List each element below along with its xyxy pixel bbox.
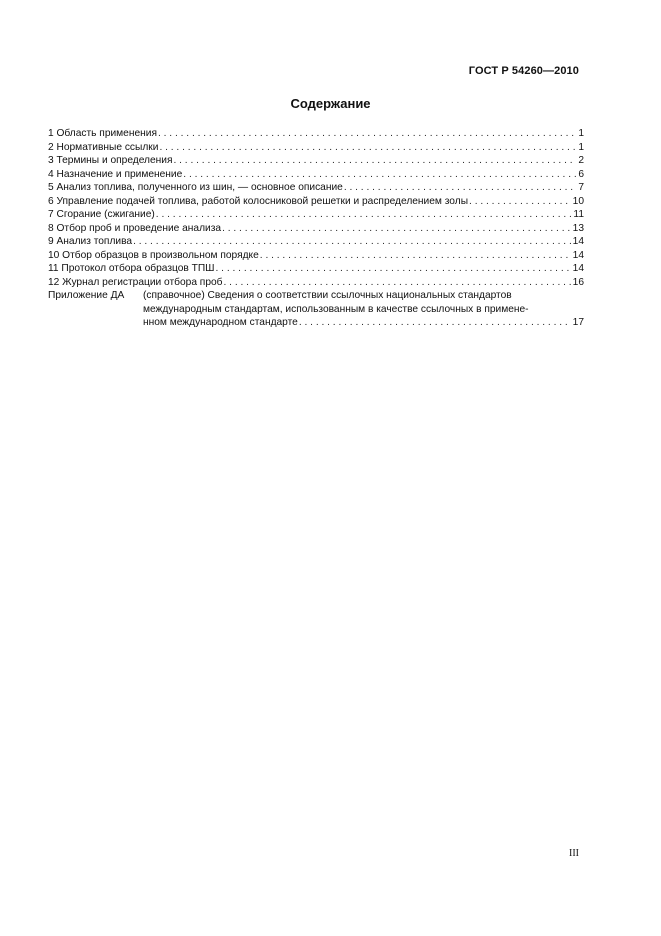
toc-entry-page: 6 bbox=[578, 168, 584, 180]
toc-dot-leader bbox=[156, 208, 572, 222]
toc-entry-page: 14 bbox=[572, 236, 584, 247]
toc-entry-label: 4 Назначение и применение bbox=[48, 168, 183, 180]
toc-dot-leader bbox=[159, 141, 576, 155]
toc-entry-page: 14 bbox=[572, 249, 584, 261]
toc-entry-label: 12 Журнал регистрации отбора проб bbox=[48, 276, 223, 288]
toc-entry-label: 3 Термины и определения bbox=[48, 155, 173, 166]
toc-dot-leader bbox=[158, 127, 576, 141]
toc-appendix-entry[interactable] bbox=[48, 289, 584, 330]
toc-dot-leader bbox=[344, 181, 577, 195]
toc-entry-label: 2 Нормативные ссылки bbox=[48, 141, 159, 153]
toc-entry[interactable] bbox=[48, 249, 584, 263]
toc-entry-page: 14 bbox=[572, 263, 584, 274]
page-title: Содержание bbox=[290, 96, 371, 111]
toc-entry-page: 11 bbox=[573, 209, 584, 220]
toc-entry[interactable] bbox=[48, 195, 584, 209]
toc-entry[interactable] bbox=[48, 127, 584, 141]
toc-entry-label: 1 Область применения bbox=[48, 128, 157, 139]
toc-entry-page: 16 bbox=[572, 276, 584, 288]
toc-entry[interactable] bbox=[48, 222, 584, 236]
toc-dot-leader bbox=[260, 249, 571, 263]
appendix-title-line-3: нном международном стандарте bbox=[143, 317, 298, 328]
toc-entry-page: 1 bbox=[578, 128, 584, 139]
toc-dot-leader bbox=[133, 235, 571, 249]
toc-entry[interactable] bbox=[48, 168, 584, 182]
toc-dot-leader bbox=[173, 154, 576, 168]
appendix-title-line-1: (справочное) Сведения о соответствии ссылочных национальных стандартов bbox=[143, 290, 512, 301]
toc-dot-leader bbox=[216, 262, 571, 276]
appendix-title-line-2: международным стандартам, использованным в качестве ссылочных в примене- bbox=[143, 303, 529, 315]
toc-dot-leader bbox=[183, 168, 576, 182]
toc-entry[interactable] bbox=[48, 262, 584, 276]
toc-entry-page: 10 bbox=[572, 195, 584, 207]
toc-entry[interactable] bbox=[48, 235, 584, 249]
toc-entry[interactable] bbox=[48, 154, 584, 168]
toc-entry-label: 11 Протокол отбора образцов ТПШ bbox=[48, 263, 215, 274]
toc-entry-page: 7 bbox=[578, 182, 584, 193]
toc-dot-leader bbox=[469, 195, 571, 209]
toc-dot-leader bbox=[222, 222, 571, 236]
toc-entry-label: 5 Анализ топлива, полученного из шин, — основное описание bbox=[48, 182, 343, 193]
toc-entry-page: 1 bbox=[578, 141, 584, 153]
page-number: III bbox=[569, 848, 579, 859]
toc-dot-leader bbox=[299, 316, 571, 330]
toc-entry-page: 13 bbox=[572, 222, 584, 234]
toc-entry-label: 7 Сгорание (сжигание) bbox=[48, 209, 155, 220]
toc-dot-leader bbox=[224, 276, 571, 290]
appendix-page: 17 bbox=[572, 317, 584, 328]
toc-entry[interactable] bbox=[48, 141, 584, 155]
toc-entry[interactable] bbox=[48, 208, 584, 222]
toc-entry-label: 8 Отбор проб и проведение анализа bbox=[48, 222, 222, 234]
toc-entry-label: 10 Отбор образцов в произвольном порядке bbox=[48, 249, 259, 261]
table-of-contents bbox=[48, 127, 584, 330]
appendix-prefix: Приложение ДА bbox=[48, 290, 125, 301]
toc-entry-label: 6 Управление подачей топлива, работой колосниковой решетки и распределением золы bbox=[48, 195, 469, 207]
document-number: ГОСТ Р 54260—2010 bbox=[468, 65, 579, 77]
toc-entry[interactable] bbox=[48, 276, 584, 290]
toc-entry-label: 9 Анализ топлива bbox=[48, 236, 133, 247]
toc-entry-page: 2 bbox=[578, 155, 584, 166]
toc-entry[interactable] bbox=[48, 181, 584, 195]
